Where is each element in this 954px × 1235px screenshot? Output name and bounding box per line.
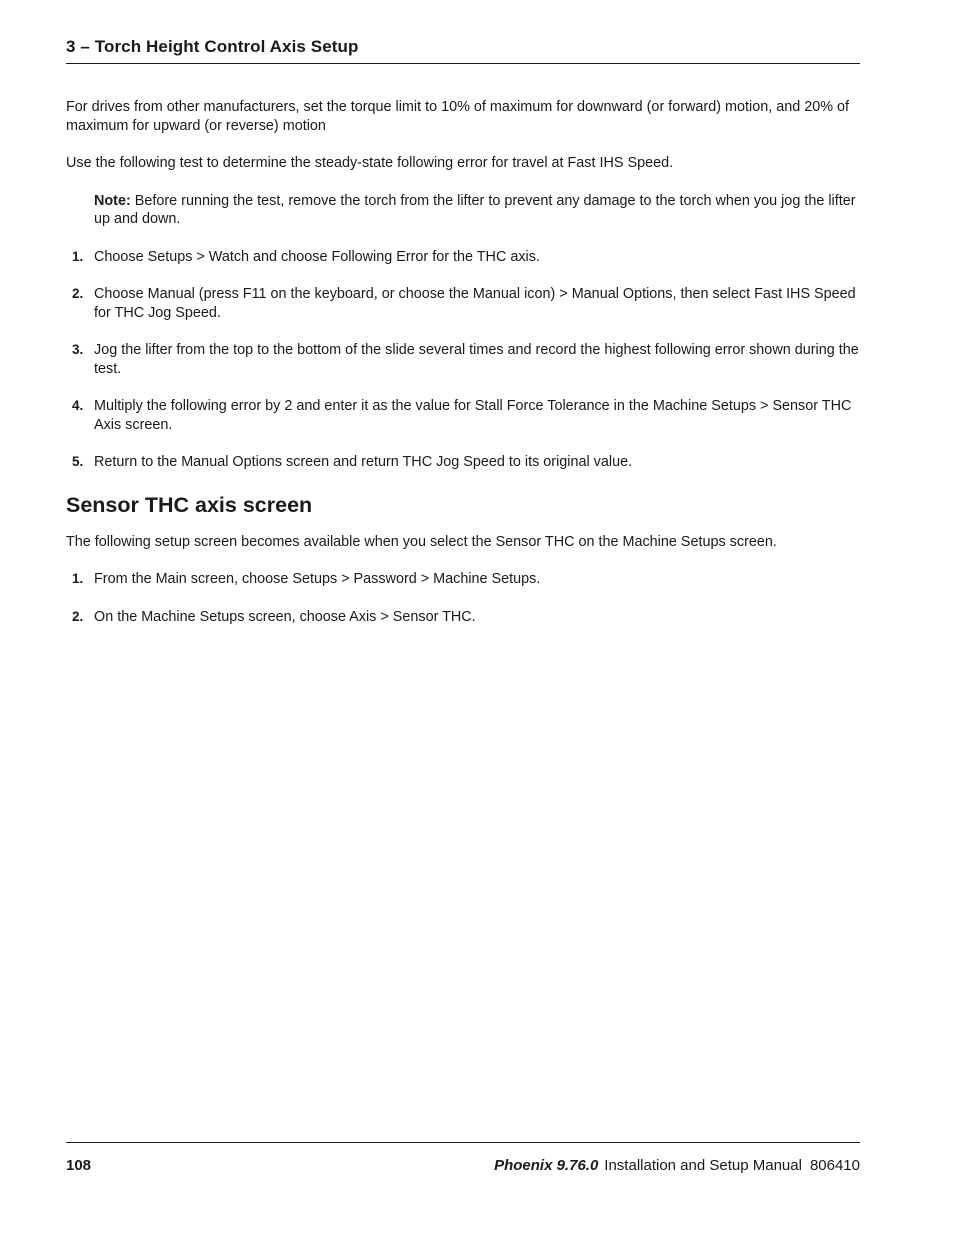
page-number: 108 (66, 1157, 92, 1174)
intro-paragraph-test: Use the following test to determine the steady-state following error for travel at Fast IHS Speed. (66, 155, 674, 171)
page-header (66, 36, 860, 64)
list-item (66, 341, 860, 378)
product-name: Phoenix 9.76.0 (494, 1157, 599, 1174)
step-number: 2. (72, 608, 84, 624)
step-number: 5. (72, 454, 84, 469)
document-number: 806410 (809, 1157, 860, 1174)
step-text: Choose Setups > Watch and choose Following Error for the THC axis. (94, 248, 540, 265)
list-item (66, 453, 860, 472)
page-footer (66, 1142, 860, 1174)
step-text: Choose Manual (press F11 on the keyboard, or choose the Manual icon) > Manual Options, then select Fast IHS Speed for THC Jog Speed. (94, 286, 856, 321)
note-label: Note: (94, 192, 131, 209)
list-item (66, 285, 860, 322)
list-item (66, 608, 860, 627)
note-text: Before running the test, remove the torch from the lifter to prevent any damage to the torch when you jog the lifter up and down. (94, 192, 856, 227)
intro-paragraph-torque: For drives from other manufacturers, set the torque limit to 10% of maximum for downward (or forward) motion, and 20% of maximum for upward (or reverse) motion (66, 99, 850, 134)
list-item (66, 570, 860, 589)
step-text: Return to the Manual Options screen and return THC Jog Speed to its original value. (94, 454, 633, 470)
step-text: From the Main screen, choose Setups > Password > Machine Setups. (94, 571, 541, 587)
step-text: On the Machine Setups screen, choose Axis > Sensor THC. (94, 608, 476, 625)
step-text: Multiply the following error by 2 and enter it as the value for Stall Force Tolerance in the Machine Setups > Sensor THC Axis screen. (94, 398, 852, 433)
page-content (66, 98, 860, 645)
step-number: 4. (72, 398, 84, 413)
manual-title: Installation and Setup Manual (604, 1157, 802, 1174)
step-text: Jog the lifter from the top to the bottom of the slide several times and record the highest following error shown during the test. (94, 342, 859, 377)
section-paragraph: The following setup screen becomes available when you select the Sensor THC on the Machine Setups screen. (66, 533, 777, 550)
step-number: 2. (72, 286, 84, 301)
step-number: 3. (72, 342, 84, 357)
footer-doc-info (494, 1157, 860, 1175)
note-block (94, 192, 860, 229)
step-number: 1. (72, 571, 84, 586)
list-item (66, 248, 860, 267)
chapter-title: 3 – Torch Height Control Axis Setup (66, 37, 359, 56)
section-heading: Sensor THC axis screen (66, 492, 313, 517)
step-number: 1. (72, 248, 84, 264)
list-item (66, 397, 860, 434)
navigation-steps-list (66, 570, 860, 626)
document-page (66, 0, 860, 1235)
test-steps-list (66, 248, 860, 472)
